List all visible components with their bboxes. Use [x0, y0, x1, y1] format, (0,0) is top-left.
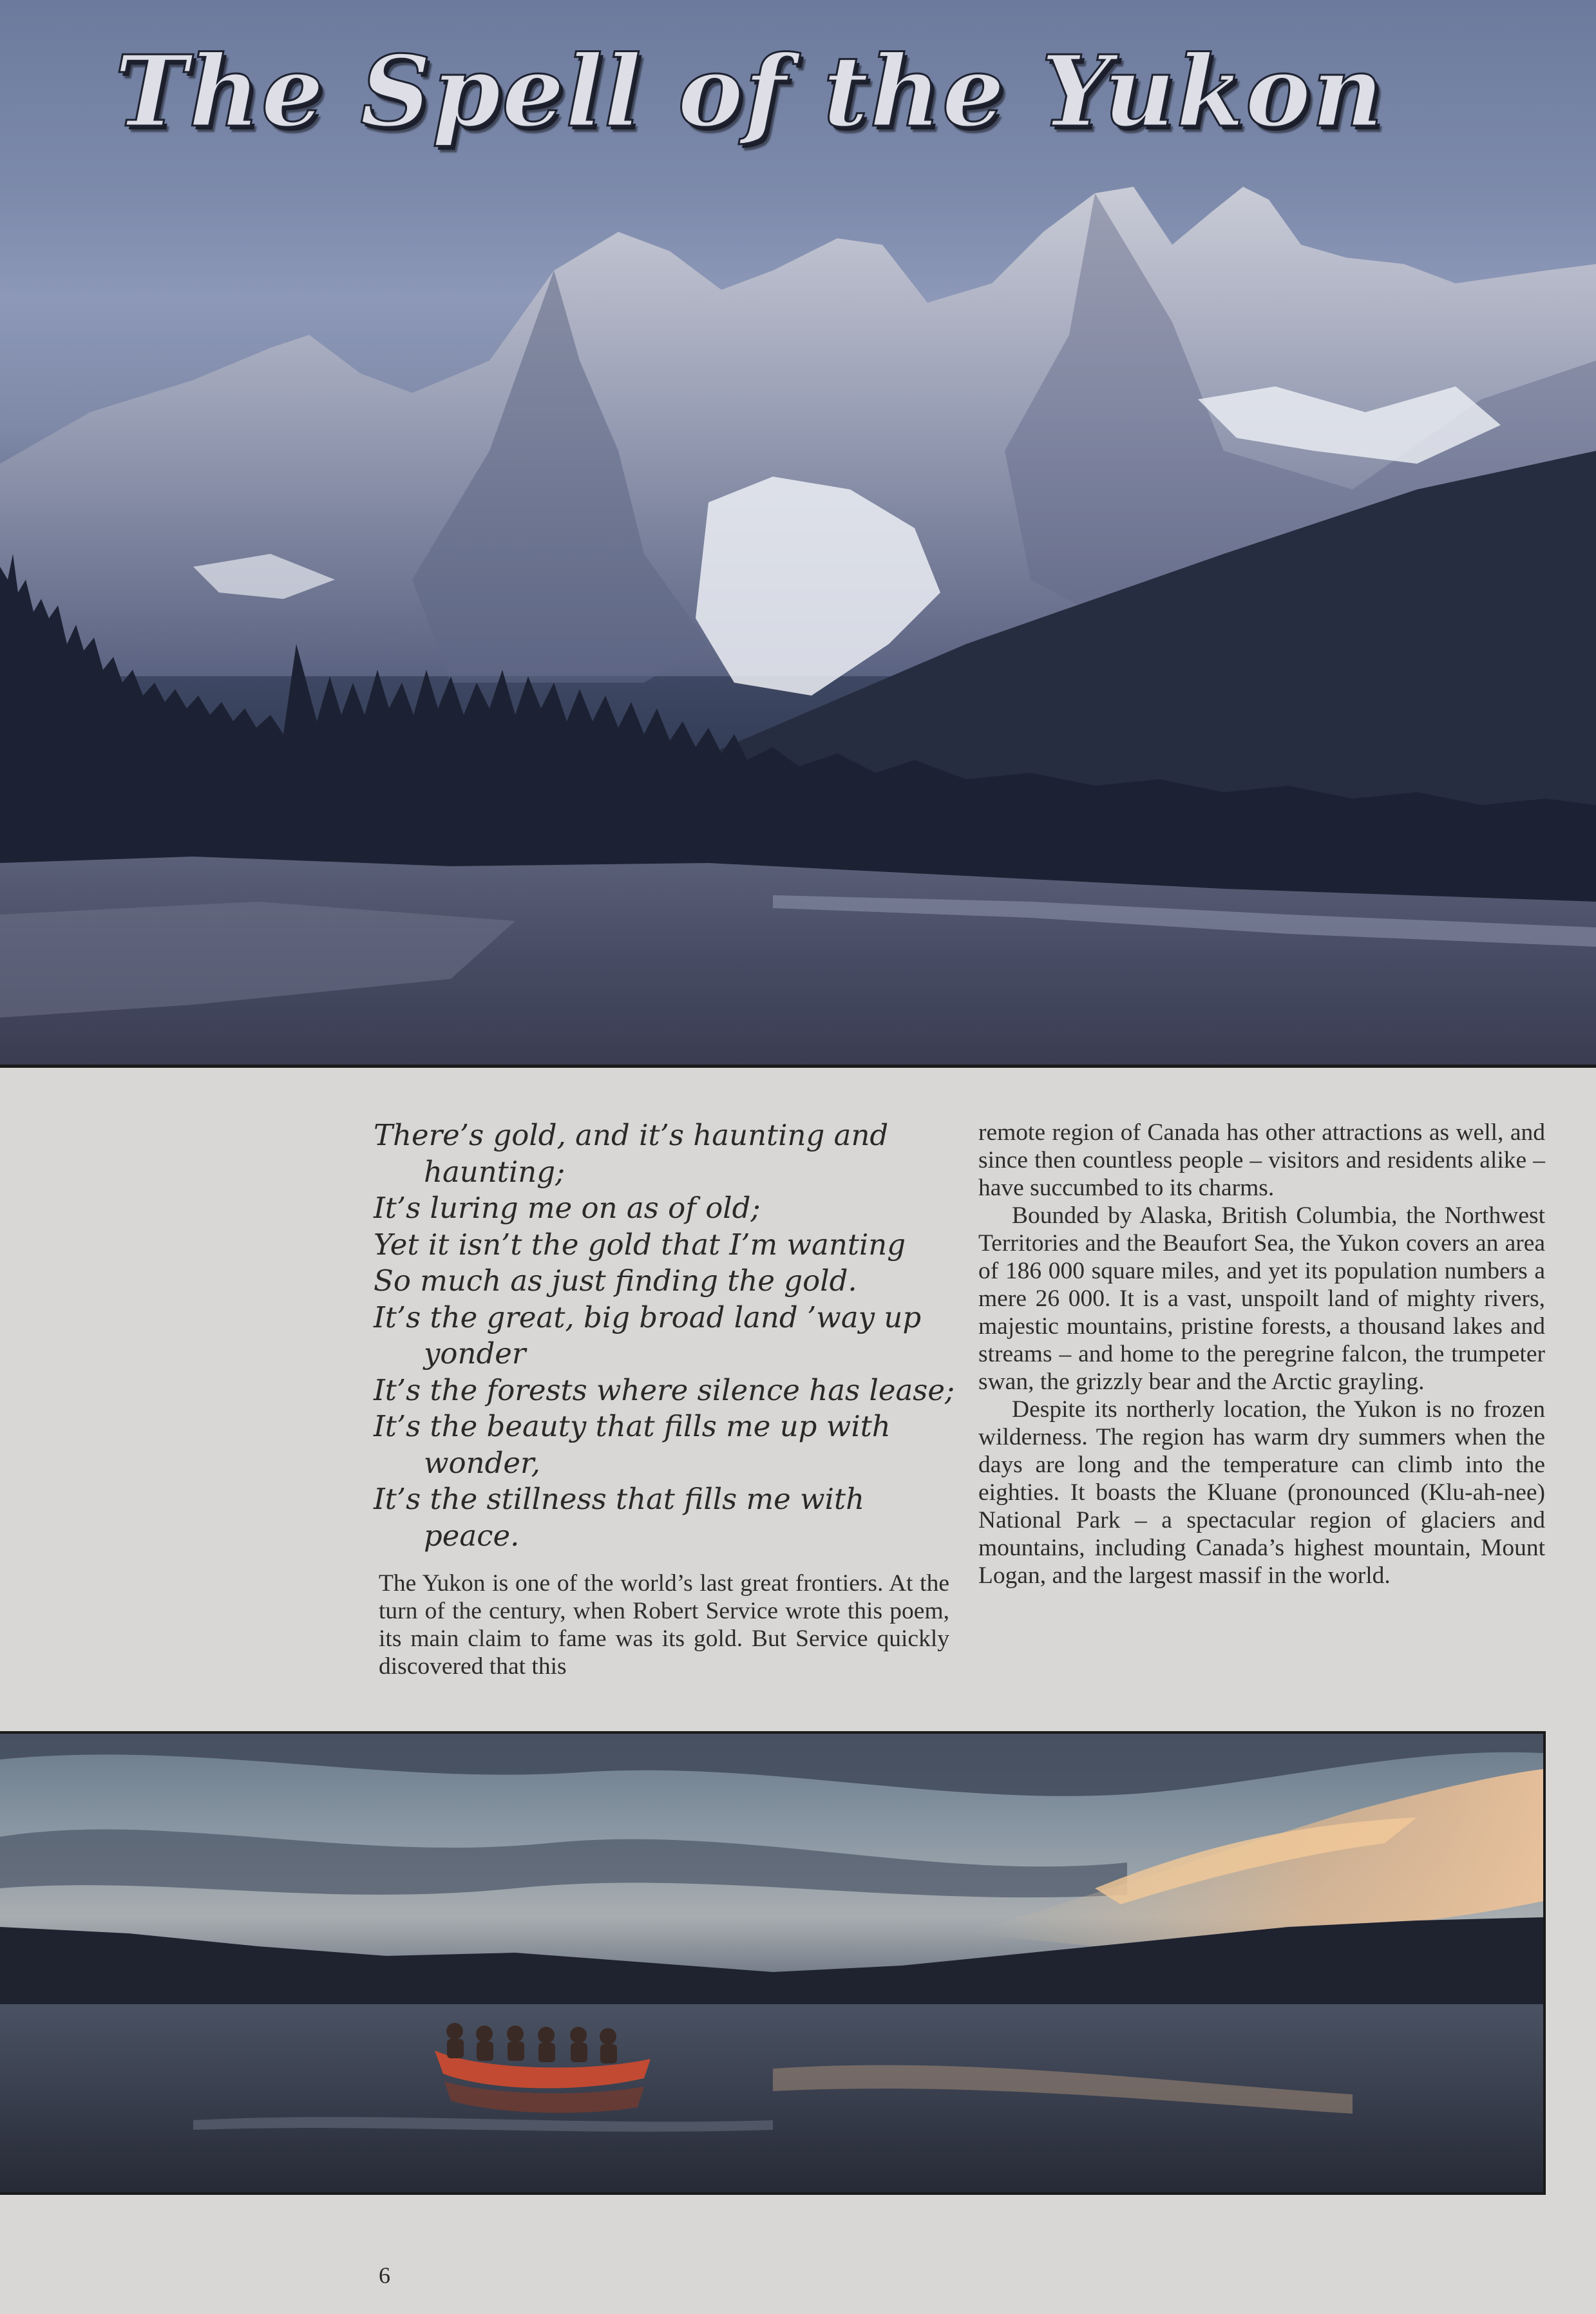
- article-paragraph: Despite its northerly location, the Yukon is no frozen wilderness. The region has warm dry summers when the days are long and the temperature can climb into the eighties. It boasts the Kluane (pronounced (Klu-ah-nee) National Park – a spectacular region of glaciers and mountains, including Canada’s highest mountain, Mount Logan, and the largest massif in the world.: [978, 1396, 1545, 1589]
- poem-line: It’s the stillness that fills me with: [374, 1482, 865, 1516]
- poem-line: It’s the beauty that fills me up with: [374, 1409, 891, 1443]
- poem-line: So much as just finding the gold.: [374, 1264, 857, 1298]
- lake-scene: [0, 1734, 1543, 2192]
- poem-line: haunting;: [424, 1154, 565, 1189]
- poem-line: It’s luring me on as of old;: [374, 1191, 761, 1225]
- cloud-band: [0, 1830, 1127, 1898]
- cloud-band: [0, 1734, 1543, 1796]
- poem-line: It’s the forests where silence has lease;: [374, 1372, 955, 1407]
- poem-line: wonder,: [424, 1445, 540, 1480]
- lake-canoe-photo: [0, 1731, 1546, 2195]
- poem: [374, 1117, 955, 1554]
- poem-line: yonder: [424, 1336, 526, 1370]
- article-paragraph: Bounded by Alaska, British Columbia, the Northwest Territories and the Beaufort Sea, the Yukon covers an area of 186 000 square miles, and yet its population numbers a mere 26 000. It is a vast, unspoilt land of mighty rivers, majestic mountains, pristine forests, a thousand lakes and streams – and home to the peregrine falcon, the trumpeter swan, the grizzly bear and the Arctic grayling.: [978, 1202, 1545, 1395]
- page-number: 6: [379, 2262, 390, 2288]
- distant-hills: [0, 1917, 1543, 2017]
- mountain-scene: [0, 0, 1596, 1066]
- page-title: The Spell of the Yukon: [115, 33, 1385, 149]
- mountain-photo: [0, 0, 1596, 1066]
- poem-line: It’s the great, big broad land ’way up: [374, 1300, 922, 1334]
- poem-line: peace.: [424, 1518, 520, 1553]
- article-column-right: [978, 1119, 1545, 1589]
- poem-line: Yet it isn’t the gold that I’m wanting: [374, 1227, 906, 1262]
- photo-divider: [0, 1065, 1596, 1068]
- poem-line: There’s gold, and it’s haunting and: [374, 1118, 889, 1152]
- article-paragraph: remote region of Canada has other attractions as well, and since then countless people – visitors and residents alike – have succumbed to its charms.: [978, 1119, 1545, 1201]
- article-intro: The Yukon is one of the world’s last great frontiers. At the turn of the century, when Robert Service wrote this poem, its main claim to fame was its gold. But Service quickly discovered that this: [379, 1570, 949, 1680]
